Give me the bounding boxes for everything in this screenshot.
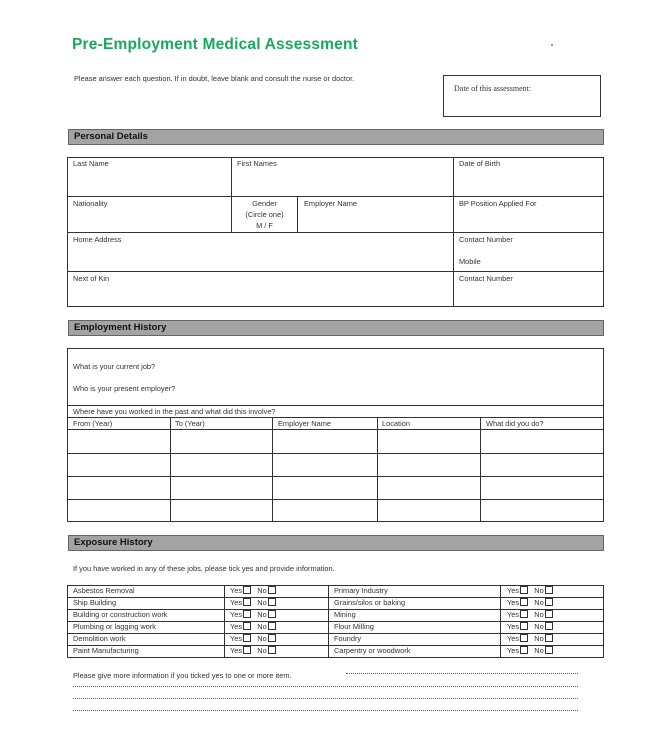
col-header-to: To (Year) bbox=[175, 419, 205, 428]
no-checkbox[interactable] bbox=[545, 622, 553, 630]
exposure-item-left: Plumbing or lagging work bbox=[73, 622, 156, 631]
yes-label: Yes bbox=[507, 610, 520, 619]
yes-checkbox[interactable] bbox=[243, 634, 251, 642]
row-divider bbox=[67, 429, 604, 430]
next-of-kin-label: Next of Kin bbox=[73, 274, 110, 283]
exposure-item-left: Asbestos Removal bbox=[73, 586, 135, 595]
present-employer-question: Who is your present employer? bbox=[73, 384, 176, 393]
no-label: No bbox=[257, 598, 267, 607]
no-label: No bbox=[534, 610, 544, 619]
past-work-question: Where have you worked in the past and what did this involve? bbox=[73, 407, 276, 416]
yes-label: Yes bbox=[507, 634, 520, 643]
no-label: No bbox=[257, 610, 267, 619]
more-info-line[interactable] bbox=[73, 686, 578, 687]
yes-checkbox[interactable] bbox=[520, 598, 528, 606]
exposure-item-left: Demolition work bbox=[73, 634, 126, 643]
yes-checkbox[interactable] bbox=[243, 610, 251, 618]
exposure-left-yes-no bbox=[230, 622, 276, 631]
assessment-date-field[interactable] bbox=[443, 75, 601, 117]
no-checkbox[interactable] bbox=[268, 598, 276, 606]
gender-instruction: (Circle one) bbox=[245, 210, 284, 219]
col-divider bbox=[231, 157, 232, 196]
more-info-label: Please give more information if you ticked yes to one or more item. bbox=[73, 671, 292, 680]
no-label: No bbox=[534, 622, 544, 631]
exposure-right-yes-no bbox=[507, 598, 553, 607]
last-name-label: Last Name bbox=[73, 159, 109, 168]
mobile-label: Mobile bbox=[459, 257, 481, 266]
no-label: No bbox=[534, 634, 544, 643]
nationality-label: Nationality bbox=[73, 199, 108, 208]
exposure-item-right: Primary Industry bbox=[334, 586, 388, 595]
exposure-left-yes-no bbox=[230, 646, 276, 655]
exposure-item-left: Building or construction work bbox=[73, 610, 168, 619]
yes-label: Yes bbox=[230, 622, 243, 631]
row-divider bbox=[67, 196, 604, 197]
col-header-from: From (Year) bbox=[73, 419, 113, 428]
instruction-text: Please answer each question. If in doubt, leave blank and consult the nurse or doctor. bbox=[74, 74, 355, 83]
yes-checkbox[interactable] bbox=[243, 586, 251, 594]
exposure-item-right: Grains/silos or baking bbox=[334, 598, 406, 607]
yes-label: Yes bbox=[507, 586, 520, 595]
col-header-location: Location bbox=[382, 419, 410, 428]
more-info-line[interactable] bbox=[73, 698, 578, 699]
more-info-line[interactable] bbox=[73, 710, 578, 711]
personal-details-header bbox=[68, 129, 604, 145]
exposure-item-right: Carpentry or woodwork bbox=[334, 646, 411, 655]
current-job-question: What is your current job? bbox=[73, 362, 156, 371]
yes-checkbox[interactable] bbox=[243, 598, 251, 606]
no-label: No bbox=[534, 586, 544, 595]
col-divider bbox=[377, 417, 378, 522]
exposure-right-yes-no bbox=[507, 586, 553, 595]
yes-label: Yes bbox=[230, 598, 243, 607]
yes-checkbox[interactable] bbox=[243, 646, 251, 654]
yes-checkbox[interactable] bbox=[520, 622, 528, 630]
yes-label: Yes bbox=[230, 646, 243, 655]
dob-label: Date of Birth bbox=[459, 159, 501, 168]
exposure-right-yes-no bbox=[507, 622, 553, 631]
employment-history-title: Employment History bbox=[74, 322, 167, 333]
exposure-item-right: Flour Milling bbox=[334, 622, 374, 631]
exposure-item-right: Mining bbox=[334, 610, 356, 619]
no-label: No bbox=[257, 634, 267, 643]
row-divider bbox=[67, 405, 604, 406]
yes-label: Yes bbox=[230, 586, 243, 595]
col-divider bbox=[297, 196, 298, 232]
no-label: No bbox=[534, 646, 544, 655]
no-checkbox[interactable] bbox=[268, 646, 276, 654]
no-checkbox[interactable] bbox=[268, 622, 276, 630]
col-divider bbox=[272, 417, 273, 522]
no-checkbox[interactable] bbox=[545, 610, 553, 618]
gender-label: Gender bbox=[252, 199, 277, 208]
yes-checkbox[interactable] bbox=[520, 646, 528, 654]
no-checkbox[interactable] bbox=[545, 598, 553, 606]
personal-details-title: Personal Details bbox=[74, 131, 148, 142]
exposure-intro-text: If you have worked in any of these jobs, please tick yes and provide information. bbox=[73, 564, 335, 573]
table-row bbox=[67, 476, 604, 477]
exposure-left-yes-no bbox=[230, 598, 276, 607]
gender-field[interactable] bbox=[232, 198, 297, 231]
yes-label: Yes bbox=[507, 598, 520, 607]
yes-checkbox[interactable] bbox=[520, 634, 528, 642]
yes-checkbox[interactable] bbox=[520, 586, 528, 594]
exposure-right-yes-no bbox=[507, 634, 553, 643]
no-label: No bbox=[534, 598, 544, 607]
col-divider bbox=[453, 157, 454, 307]
no-checkbox[interactable] bbox=[545, 586, 553, 594]
page-title: Pre-Employment Medical Assessment bbox=[72, 36, 358, 53]
employment-history-table bbox=[67, 348, 604, 522]
no-checkbox[interactable] bbox=[268, 610, 276, 618]
col-divider bbox=[480, 417, 481, 522]
exposure-history-title: Exposure History bbox=[74, 537, 153, 548]
no-label: No bbox=[257, 622, 267, 631]
no-checkbox[interactable] bbox=[545, 646, 553, 654]
no-label: No bbox=[257, 586, 267, 595]
yes-label: Yes bbox=[230, 610, 243, 619]
decorative-dot bbox=[551, 44, 553, 46]
no-label: No bbox=[257, 646, 267, 655]
col-divider bbox=[170, 417, 171, 522]
table-row bbox=[67, 453, 604, 454]
exposure-left-yes-no bbox=[230, 586, 276, 595]
exposure-left-yes-no bbox=[230, 610, 276, 619]
yes-checkbox[interactable] bbox=[520, 610, 528, 618]
exposure-item-left: Ship Building bbox=[73, 598, 117, 607]
exposure-left-yes-no bbox=[230, 634, 276, 643]
contact-number-2-label: Contact Number bbox=[459, 274, 513, 283]
exposure-item-right: Foundry bbox=[334, 634, 362, 643]
table-row bbox=[67, 499, 604, 500]
employment-history-header bbox=[68, 320, 604, 336]
home-address-label: Home Address bbox=[73, 235, 122, 244]
row-divider bbox=[67, 232, 604, 233]
col-header-employer: Employer Name bbox=[278, 419, 331, 428]
exposure-item-left: Paint Manufacturing bbox=[73, 646, 139, 655]
assessment-date-label: Date of this assessment: bbox=[454, 84, 532, 93]
employer-name-label: Employer Name bbox=[304, 199, 357, 208]
exposure-history-header bbox=[68, 535, 604, 551]
no-checkbox[interactable] bbox=[268, 634, 276, 642]
yes-checkbox[interactable] bbox=[243, 622, 251, 630]
yes-label: Yes bbox=[230, 634, 243, 643]
yes-label: Yes bbox=[507, 646, 520, 655]
no-checkbox[interactable] bbox=[545, 634, 553, 642]
col-header-activity: What did you do? bbox=[486, 419, 544, 428]
first-names-label: First Names bbox=[237, 159, 277, 168]
yes-label: Yes bbox=[507, 622, 520, 631]
gender-options: M / F bbox=[256, 221, 273, 230]
contact-number-label: Contact Number bbox=[459, 235, 513, 244]
no-checkbox[interactable] bbox=[268, 586, 276, 594]
row-divider bbox=[67, 271, 604, 272]
bp-position-label: BP Position Applied For bbox=[459, 199, 537, 208]
exposure-right-yes-no bbox=[507, 610, 553, 619]
exposure-right-yes-no bbox=[507, 646, 553, 655]
row-divider bbox=[67, 417, 604, 418]
more-info-line[interactable] bbox=[346, 673, 578, 674]
